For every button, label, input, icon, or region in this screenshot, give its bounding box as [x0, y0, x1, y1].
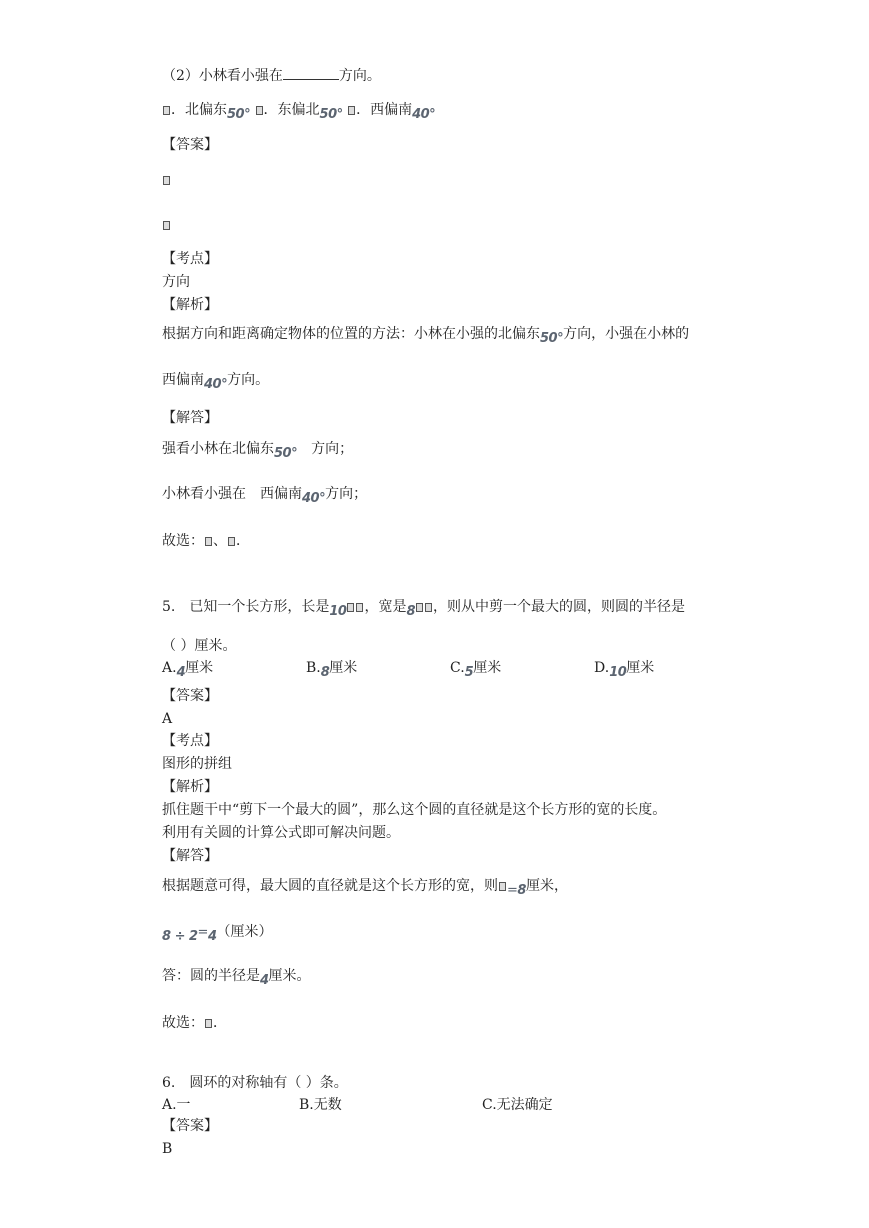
q5-jiexi-heading: 【解析】	[162, 779, 218, 795]
text-span: ，宽是	[364, 599, 407, 615]
q5-option-a	[162, 658, 213, 679]
q5-guxuan	[162, 1013, 227, 1033]
text-span: 、	[213, 533, 227, 549]
text-span: 答：圆的半径是	[162, 968, 260, 984]
q4-jiexi-line1	[162, 324, 689, 345]
q5-jieda-line1	[162, 876, 568, 897]
text-span: 方向；	[325, 486, 368, 502]
broken-image-icon	[348, 106, 355, 115]
equals-sign: =	[507, 883, 518, 898]
q6-answer: B	[162, 1141, 173, 1157]
text-span: 西偏南	[260, 486, 302, 502]
q4-options	[162, 100, 435, 121]
q5-answer: A	[162, 711, 173, 727]
q5-option-b	[306, 658, 357, 679]
q4-part2-prefix: （2）小林看小强在	[162, 68, 283, 84]
answer-blank	[283, 67, 339, 80]
q4-answer-heading: 【答案】	[162, 137, 218, 153]
q4-jiexi-line2	[162, 370, 269, 391]
text-span: 厘米，	[525, 878, 568, 894]
option-unit: 厘米	[473, 660, 502, 676]
text-span: 根据题意可得，最大圆的直径就是这个长方形的宽，则	[162, 878, 498, 894]
q5-jieda-heading: 【解答】	[162, 848, 218, 864]
q4-option-b-text: ．东偏北	[263, 102, 320, 118]
text-span: 厘米。	[268, 968, 311, 984]
text-span: 方向。	[227, 372, 270, 388]
broken-image-icon	[347, 603, 354, 612]
math-value: 4	[207, 929, 217, 944]
broken-image-icon	[228, 537, 235, 546]
text-span: ．	[236, 533, 250, 549]
option-letter: A.	[162, 660, 177, 676]
q6-option-c: C.无法确定	[482, 1097, 553, 1113]
q4-part2-stem	[162, 66, 381, 86]
math-value: 40°	[302, 491, 326, 506]
text-span: ．	[213, 1015, 227, 1031]
text-span: 西偏南	[162, 372, 204, 388]
q5-calc	[162, 922, 273, 943]
option-unit: 厘米	[185, 660, 214, 676]
math-expression: 8 ÷ 2	[162, 929, 198, 944]
text-span: 根据方向和距离确定物体的位置的方法：小林在小强的北偏东	[162, 326, 540, 342]
math-value: 5	[464, 665, 474, 680]
q6-stem: 6. 圆环的对称轴有（ ）条。	[162, 1075, 348, 1091]
broken-image-icon	[205, 537, 212, 546]
option-letter: C.	[450, 660, 465, 676]
q4-option-c-value: 40°	[412, 107, 436, 122]
text-span: 故选：	[162, 1015, 204, 1031]
q5-jiexi-line2: 利用有关圆的计算公式即可解决问题。	[162, 825, 400, 841]
math-value: 50°	[274, 446, 298, 461]
q6-option-b: B.无数	[299, 1097, 342, 1113]
q5-kaodian-heading: 【考点】	[162, 733, 218, 749]
text-span: 5. 已知一个长方形，长是	[162, 599, 330, 615]
q4-kaodian: 方向	[162, 274, 190, 290]
math-value: 4	[176, 665, 186, 680]
option-letter: B.	[306, 660, 321, 676]
q5-jiexi-line1: 抓住题干中“剪下一个最大的圆”，那么这个圆的直径就是这个长方形的宽的长度。	[162, 802, 667, 818]
math-value: 8	[406, 604, 415, 619]
q4-guxuan	[162, 531, 250, 551]
q4-jieda-line2	[162, 484, 367, 505]
broken-image-icon	[163, 106, 170, 115]
q4-jieda-line1	[162, 439, 353, 460]
math-value: 4	[260, 973, 269, 988]
q5-stem-line2: （ ）厘米。	[162, 638, 237, 654]
broken-image-icon	[499, 882, 506, 891]
broken-image-icon	[416, 603, 423, 612]
q4-option-a-value: 50°	[227, 107, 251, 122]
text-span: （厘米）	[216, 924, 273, 940]
math-value: 10	[609, 665, 627, 680]
q4-option-a-text: ．北偏东	[171, 102, 227, 118]
q5-option-c	[450, 658, 501, 679]
math-value: 40°	[204, 377, 228, 392]
broken-image-icon	[205, 1019, 212, 1028]
equals-sign: =	[197, 925, 208, 940]
q4-kaodian-heading: 【考点】	[162, 251, 218, 267]
q4-answer-1	[162, 170, 171, 190]
text-span: 小林看小强在	[162, 486, 246, 502]
q4-part2-suffix: 方向。	[338, 68, 381, 84]
q5-stem-line1	[162, 597, 685, 618]
q4-jiexi-heading: 【解析】	[162, 297, 218, 313]
q4-option-b-value: 50°	[319, 107, 343, 122]
broken-image-icon	[163, 176, 170, 185]
broken-image-icon	[356, 603, 363, 612]
q6-answer-heading: 【答案】	[162, 1118, 218, 1134]
option-unit: 厘米	[329, 660, 358, 676]
q4-option-c-text: ．西偏南	[356, 102, 413, 118]
q5-kaodian: 图形的拼组	[162, 756, 232, 772]
broken-image-icon	[163, 221, 170, 230]
text-span: 强看小林在北偏东	[162, 441, 274, 457]
q5-option-d	[594, 658, 654, 679]
option-letter: D.	[594, 660, 610, 676]
broken-image-icon	[425, 603, 432, 612]
text-span: ，则从中剪一个最大的圆，则圆的半径是	[433, 599, 685, 615]
option-unit: 厘米	[626, 660, 655, 676]
math-value: 8	[320, 665, 330, 680]
q4-answer-2	[162, 215, 171, 235]
broken-image-icon	[256, 106, 263, 115]
text-span: 方向，小强在小林的	[563, 326, 690, 342]
q4-jieda-heading: 【解答】	[162, 410, 218, 426]
math-value: 50°	[540, 331, 564, 346]
text-span: 故选：	[162, 533, 204, 549]
q5-da	[162, 966, 311, 987]
math-value: 10	[329, 604, 347, 619]
q5-answer-heading: 【答案】	[162, 688, 218, 704]
math-value: 8	[517, 883, 526, 898]
q6-option-a: A.一	[162, 1097, 191, 1113]
text-span: 方向；	[311, 441, 354, 457]
